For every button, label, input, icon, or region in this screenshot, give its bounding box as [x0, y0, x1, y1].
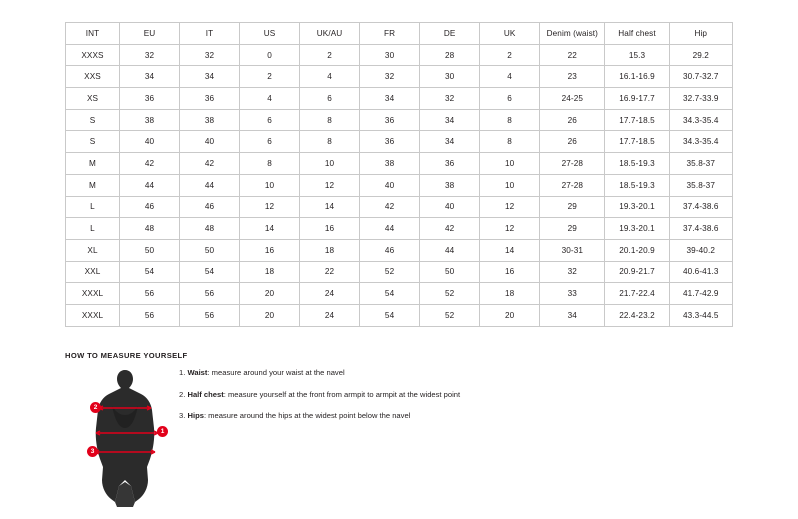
table-row	[66, 196, 733, 218]
column-header-half-chest: Half chest	[605, 23, 669, 45]
cell-it: 32	[180, 44, 240, 66]
measure-instruction-waist	[179, 367, 719, 378]
cell-uk-au: 2	[300, 44, 360, 66]
how-to-measure-heading: HOW TO MEASURE YOURSELF	[65, 351, 188, 360]
cell-fr: 54	[360, 304, 420, 326]
cell-it: 56	[180, 304, 240, 326]
cell-de: 52	[420, 283, 480, 305]
cell-us: 10	[240, 174, 300, 196]
cell-eu: 42	[120, 153, 180, 175]
table-row	[66, 153, 733, 175]
cell-denim-waist: 30-31	[540, 239, 605, 261]
cell-fr: 36	[360, 131, 420, 153]
instruction-text-waist: : measure around your waist at the navel	[207, 368, 345, 377]
measure-instruction-hips	[179, 410, 719, 421]
cell-int: XXL	[66, 261, 120, 283]
cell-uk-au: 8	[300, 109, 360, 131]
size-chart-container	[65, 22, 733, 327]
cell-us: 12	[240, 196, 300, 218]
cell-it: 38	[180, 109, 240, 131]
cell-denim-waist: 29	[540, 218, 605, 240]
instruction-number-1: 1.	[179, 368, 186, 377]
cell-eu: 38	[120, 109, 180, 131]
cell-hip: 39-40.2	[669, 239, 732, 261]
cell-it: 36	[180, 88, 240, 110]
cell-uk: 18	[480, 283, 540, 305]
cell-de: 28	[420, 44, 480, 66]
mannequin-illustration	[65, 362, 185, 507]
cell-eu: 48	[120, 218, 180, 240]
cell-uk-au: 6	[300, 88, 360, 110]
cell-int: M	[66, 153, 120, 175]
cell-half-chest: 15.3	[605, 44, 669, 66]
cell-half-chest: 19.3-20.1	[605, 196, 669, 218]
cell-uk-au: 24	[300, 283, 360, 305]
cell-int: XL	[66, 239, 120, 261]
cell-denim-waist: 34	[540, 304, 605, 326]
cell-it: 42	[180, 153, 240, 175]
table-row	[66, 88, 733, 110]
column-header-uk-au: UK/AU	[300, 23, 360, 45]
cell-uk-au: 14	[300, 196, 360, 218]
callout-badge-3: 3	[87, 446, 98, 457]
cell-fr: 38	[360, 153, 420, 175]
cell-uk-au: 16	[300, 218, 360, 240]
cell-it: 50	[180, 239, 240, 261]
cell-eu: 46	[120, 196, 180, 218]
cell-half-chest: 22.4-23.2	[605, 304, 669, 326]
cell-fr: 34	[360, 88, 420, 110]
instruction-text-half-chest: : measure yourself at the front from armpit to armpit at the widest point	[223, 389, 461, 399]
cell-half-chest: 17.7-18.5	[605, 109, 669, 131]
table-row	[66, 109, 733, 131]
column-header-fr: FR	[360, 23, 420, 45]
cell-uk: 4	[480, 66, 540, 88]
cell-uk: 12	[480, 196, 540, 218]
cell-fr: 32	[360, 66, 420, 88]
cell-us: 20	[240, 283, 300, 305]
instruction-term-hips: Hips	[187, 411, 204, 420]
cell-denim-waist: 26	[540, 131, 605, 153]
cell-half-chest: 16.1-16.9	[605, 66, 669, 88]
cell-hip: 34.3-35.4	[669, 131, 732, 153]
cell-it: 56	[180, 283, 240, 305]
cell-denim-waist: 22	[540, 44, 605, 66]
cell-denim-waist: 23	[540, 66, 605, 88]
cell-de: 30	[420, 66, 480, 88]
instruction-term-waist: Waist	[187, 368, 208, 377]
cell-it: 34	[180, 66, 240, 88]
cell-us: 8	[240, 153, 300, 175]
cell-de: 50	[420, 261, 480, 283]
cell-us: 14	[240, 218, 300, 240]
cell-uk: 8	[480, 131, 540, 153]
cell-it: 54	[180, 261, 240, 283]
column-header-denim-waist: Denim (waist)	[540, 23, 605, 45]
cell-de: 44	[420, 239, 480, 261]
cell-int: L	[66, 196, 120, 218]
cell-hip: 35.8-37	[669, 153, 732, 175]
table-body	[66, 44, 733, 326]
cell-int: S	[66, 131, 120, 153]
instruction-number-3: 3.	[179, 411, 186, 420]
cell-us: 2	[240, 66, 300, 88]
cell-int: S	[66, 109, 120, 131]
cell-fr: 30	[360, 44, 420, 66]
table-header	[66, 23, 733, 45]
cell-fr: 54	[360, 283, 420, 305]
cell-uk: 2	[480, 44, 540, 66]
cell-uk: 14	[480, 239, 540, 261]
cell-eu: 50	[120, 239, 180, 261]
cell-fr: 40	[360, 174, 420, 196]
size-chart-table	[65, 22, 733, 327]
cell-uk-au: 4	[300, 66, 360, 88]
cell-uk-au: 12	[300, 174, 360, 196]
cell-us: 18	[240, 261, 300, 283]
cell-us: 16	[240, 239, 300, 261]
cell-eu: 56	[120, 304, 180, 326]
callout-badge-1: 1	[157, 426, 168, 437]
table-row	[66, 66, 733, 88]
table-row	[66, 218, 733, 240]
cell-uk: 8	[480, 109, 540, 131]
cell-uk: 6	[480, 88, 540, 110]
cell-half-chest: 17.7-18.5	[605, 131, 669, 153]
table-header-row	[66, 23, 733, 45]
cell-int: XXS	[66, 66, 120, 88]
cell-uk-au: 8	[300, 131, 360, 153]
cell-fr: 44	[360, 218, 420, 240]
cell-eu: 40	[120, 131, 180, 153]
cell-uk-au: 10	[300, 153, 360, 175]
cell-us: 20	[240, 304, 300, 326]
cell-half-chest: 18.5-19.3	[605, 153, 669, 175]
cell-int: XXXS	[66, 44, 120, 66]
table-row	[66, 283, 733, 305]
column-header-uk: UK	[480, 23, 540, 45]
cell-de: 52	[420, 304, 480, 326]
cell-int: XXXL	[66, 304, 120, 326]
cell-eu: 36	[120, 88, 180, 110]
cell-half-chest: 18.5-19.3	[605, 174, 669, 196]
cell-uk: 10	[480, 153, 540, 175]
cell-hip: 35.8-37	[669, 174, 732, 196]
cell-half-chest: 20.1-20.9	[605, 239, 669, 261]
cell-hip: 30.7-32.7	[669, 66, 732, 88]
cell-eu: 34	[120, 66, 180, 88]
cell-denim-waist: 26	[540, 109, 605, 131]
cell-half-chest: 19.3-20.1	[605, 218, 669, 240]
cell-de: 32	[420, 88, 480, 110]
cell-de: 36	[420, 153, 480, 175]
cell-int: M	[66, 174, 120, 196]
column-header-int: INT	[66, 23, 120, 45]
cell-int: L	[66, 218, 120, 240]
cell-de: 34	[420, 131, 480, 153]
cell-de: 40	[420, 196, 480, 218]
cell-hip: 37.4-38.6	[669, 196, 732, 218]
cell-uk: 10	[480, 174, 540, 196]
cell-fr: 42	[360, 196, 420, 218]
cell-it: 40	[180, 131, 240, 153]
cell-hip: 37.4-38.6	[669, 218, 732, 240]
cell-fr: 52	[360, 261, 420, 283]
table-row	[66, 304, 733, 326]
cell-de: 38	[420, 174, 480, 196]
cell-uk: 12	[480, 218, 540, 240]
column-header-it: IT	[180, 23, 240, 45]
measure-instruction-half-chest	[179, 389, 719, 400]
table-row	[66, 261, 733, 283]
instruction-number-2: 2.	[179, 389, 186, 399]
table-row	[66, 174, 733, 196]
cell-eu: 32	[120, 44, 180, 66]
cell-hip: 34.3-35.4	[669, 109, 732, 131]
cell-uk-au: 18	[300, 239, 360, 261]
table-row	[66, 131, 733, 153]
how-to-measure-section	[65, 362, 733, 507]
cell-denim-waist: 27-28	[540, 153, 605, 175]
instruction-text-hips: : measure around the hips at the widest point below the navel	[203, 411, 411, 420]
cell-half-chest: 21.7-22.4	[605, 283, 669, 305]
column-header-de: DE	[420, 23, 480, 45]
cell-hip: 41.7-42.9	[669, 283, 732, 305]
callout-badge-2: 2	[90, 402, 101, 413]
cell-us: 6	[240, 131, 300, 153]
cell-denim-waist: 32	[540, 261, 605, 283]
instruction-term-half-chest: Half chest	[187, 389, 224, 399]
cell-int: XXXL	[66, 283, 120, 305]
cell-it: 44	[180, 174, 240, 196]
cell-us: 0	[240, 44, 300, 66]
cell-de: 34	[420, 109, 480, 131]
cell-us: 6	[240, 109, 300, 131]
cell-eu: 56	[120, 283, 180, 305]
table-row	[66, 44, 733, 66]
table-row	[66, 239, 733, 261]
cell-half-chest: 16.9-17.7	[605, 88, 669, 110]
cell-uk-au: 22	[300, 261, 360, 283]
cell-fr: 36	[360, 109, 420, 131]
cell-denim-waist: 27-28	[540, 174, 605, 196]
cell-uk-au: 24	[300, 304, 360, 326]
column-header-hip: Hip	[669, 23, 732, 45]
cell-hip: 29.2	[669, 44, 732, 66]
cell-int: XS	[66, 88, 120, 110]
cell-it: 46	[180, 196, 240, 218]
cell-uk: 20	[480, 304, 540, 326]
column-header-eu: EU	[120, 23, 180, 45]
cell-hip: 43.3-44.5	[669, 304, 732, 326]
cell-denim-waist: 33	[540, 283, 605, 305]
cell-denim-waist: 29	[540, 196, 605, 218]
cell-uk: 16	[480, 261, 540, 283]
cell-eu: 44	[120, 174, 180, 196]
cell-us: 4	[240, 88, 300, 110]
cell-eu: 54	[120, 261, 180, 283]
cell-denim-waist: 24-25	[540, 88, 605, 110]
cell-half-chest: 20.9-21.7	[605, 261, 669, 283]
cell-hip: 40.6-41.3	[669, 261, 732, 283]
measure-instructions-list	[179, 367, 719, 432]
cell-hip: 32.7-33.9	[669, 88, 732, 110]
cell-it: 48	[180, 218, 240, 240]
column-header-us: US	[240, 23, 300, 45]
cell-de: 42	[420, 218, 480, 240]
cell-fr: 46	[360, 239, 420, 261]
